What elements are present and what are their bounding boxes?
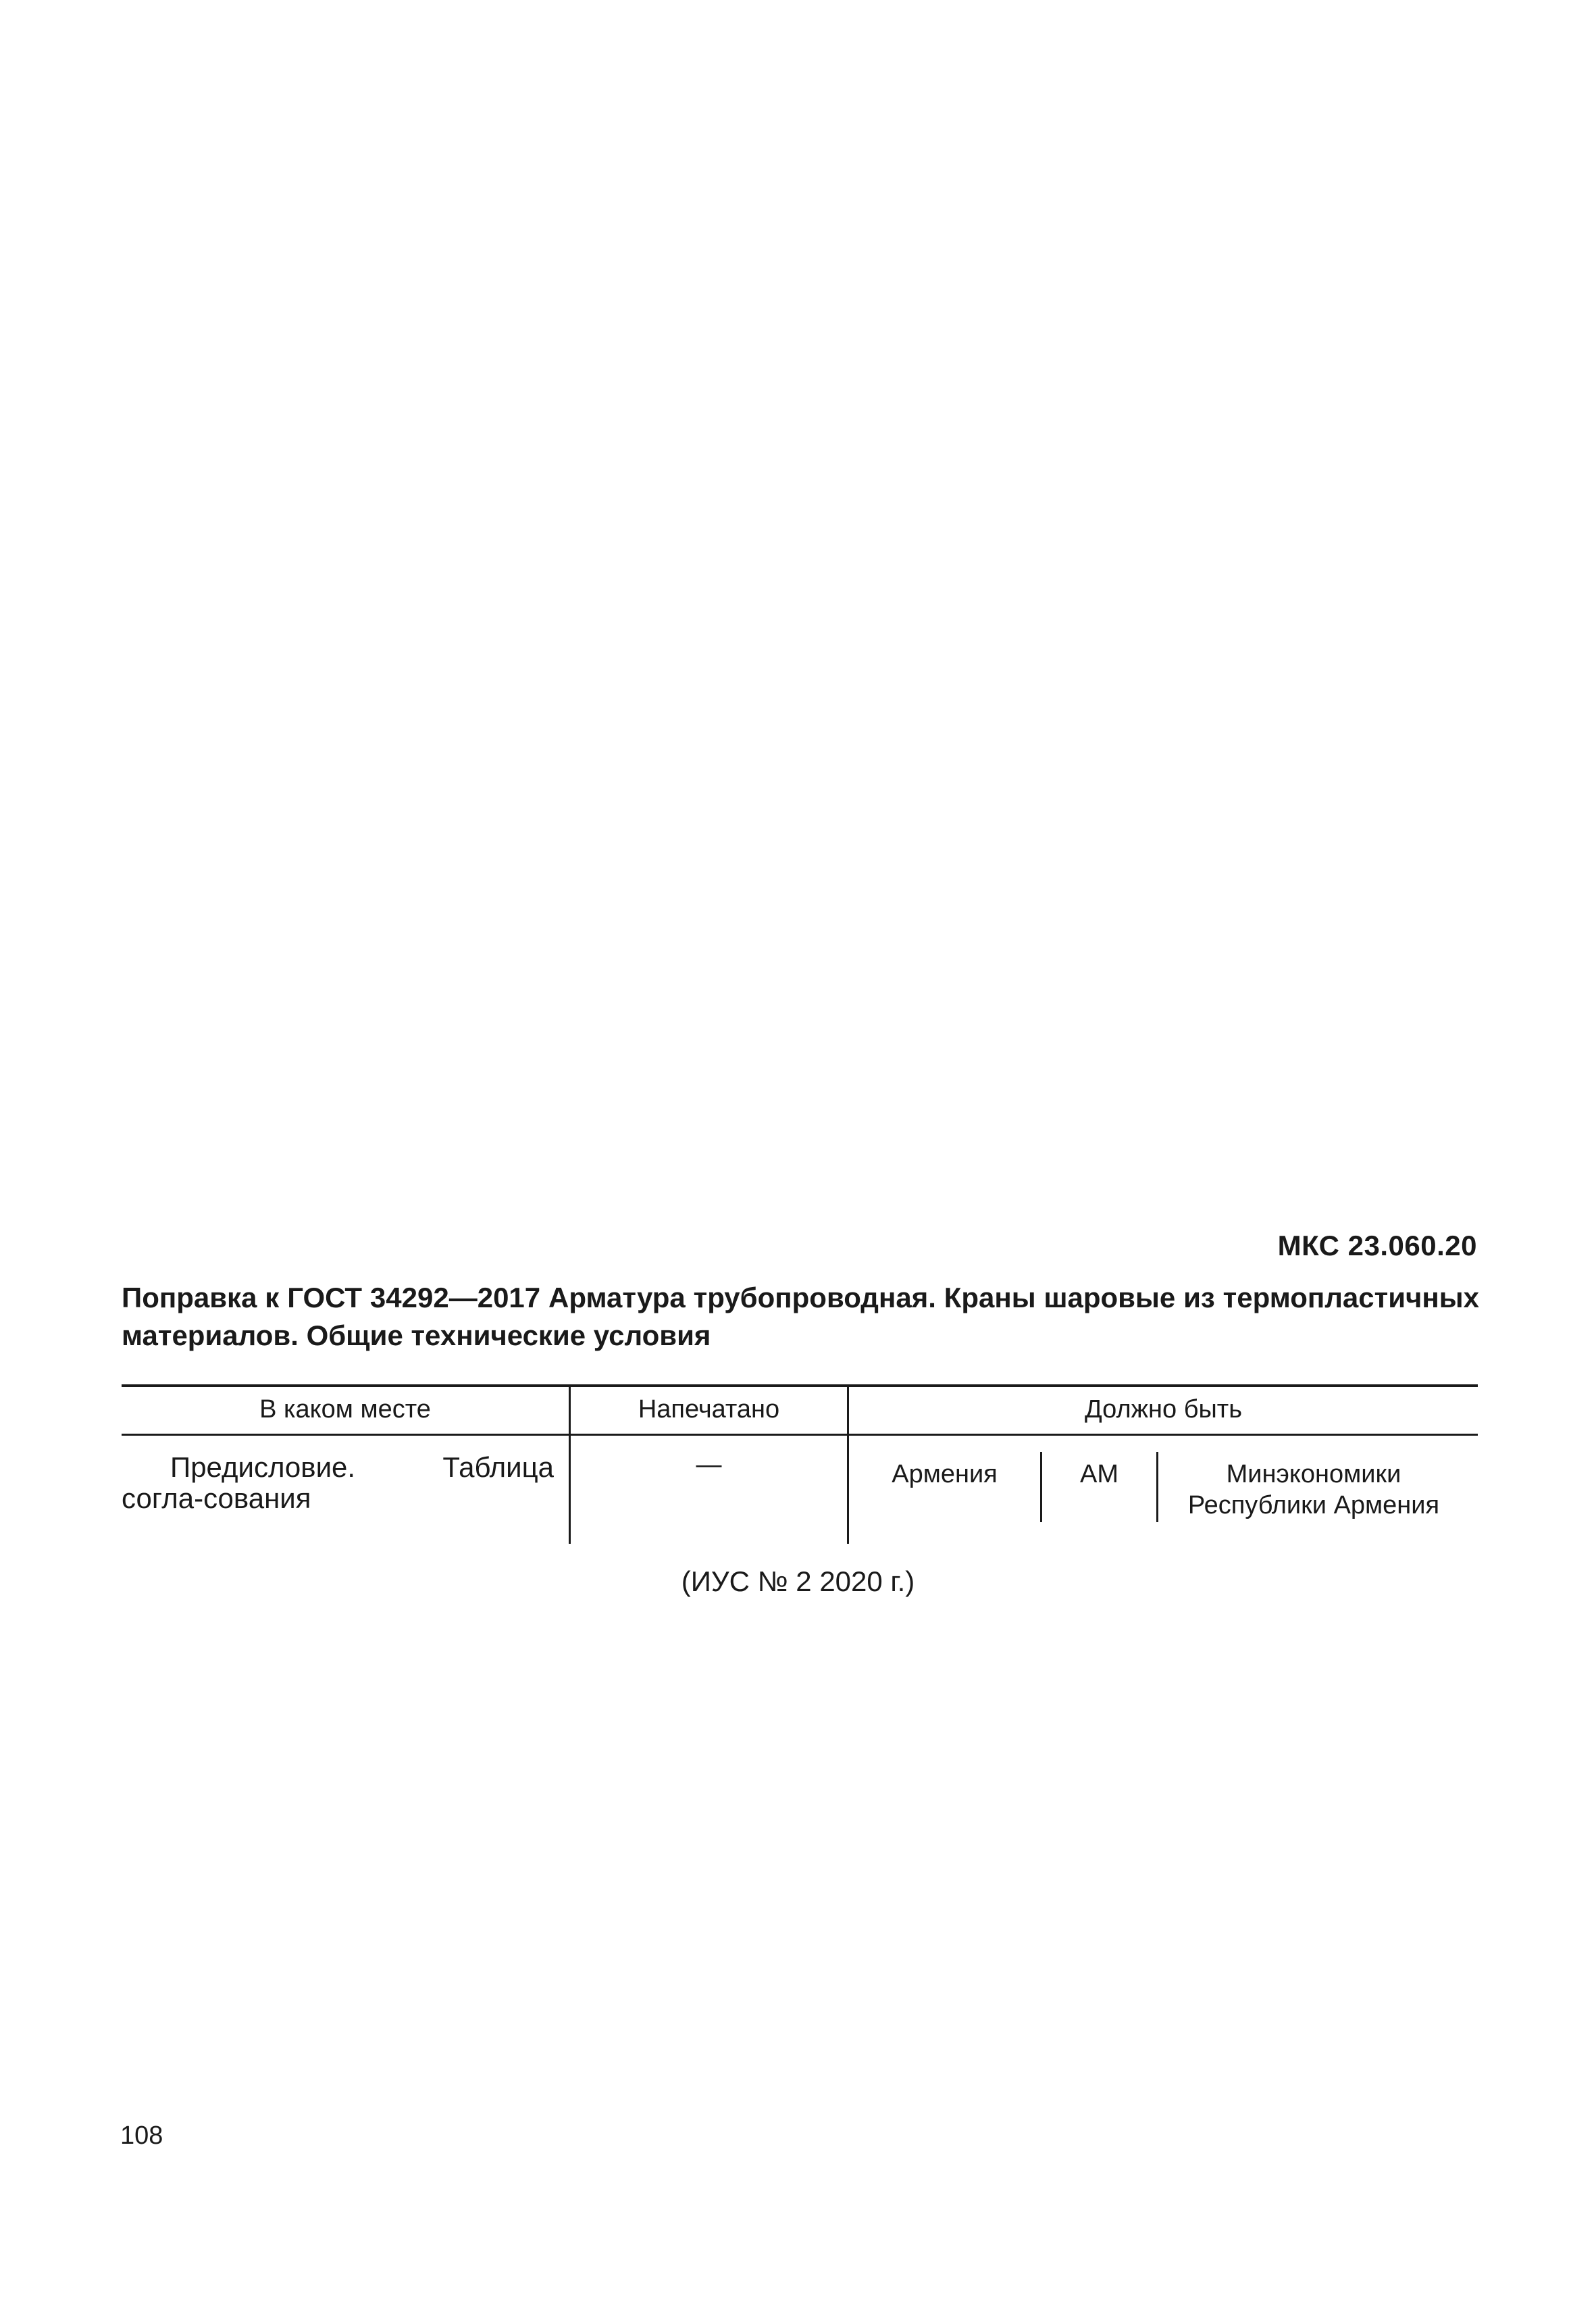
cell-country-code: AM xyxy=(1080,1460,1118,1488)
document-title: Поправка к ГОСТ 34292—2017 Арматура трубопроводная. Краны шаровые из термопластичных материалов. Общие технические условия xyxy=(122,1282,1479,1351)
table-header-rule xyxy=(122,1434,1478,1436)
header-place: В каком месте xyxy=(259,1395,431,1424)
source-reference: (ИУС № 2 2020 г.) xyxy=(681,1565,915,1597)
cell-printed: — xyxy=(696,1451,722,1479)
cell-country: Армения xyxy=(892,1460,998,1488)
header-printed: Напечатано xyxy=(638,1395,780,1424)
page-number: 108 xyxy=(120,2121,163,2150)
header-should-be: Должно быть xyxy=(1084,1395,1242,1424)
cell-authority: Минэкономики Республики Армения xyxy=(1187,1460,1440,1519)
table-top-rule xyxy=(122,1384,1478,1387)
cell-place: Предисловие. Таблица согла-сования xyxy=(122,1451,554,1514)
classification-code: МКС 23.060.20 xyxy=(1277,1230,1477,1261)
correction-table xyxy=(122,1384,1478,1544)
subcolumn-divider xyxy=(1156,1452,1158,1522)
